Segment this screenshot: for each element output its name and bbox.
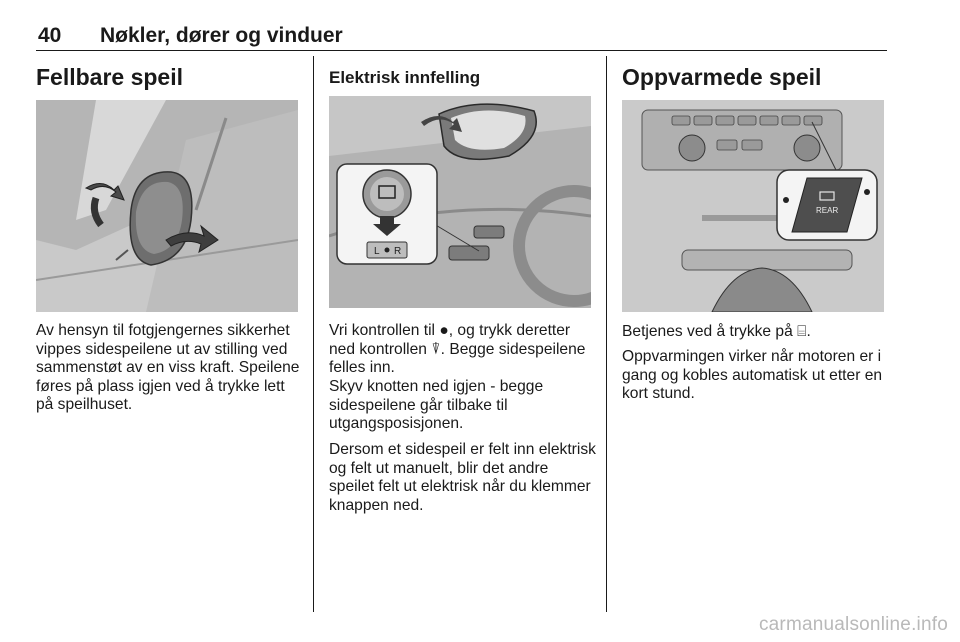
figure-folding-mirror bbox=[36, 100, 298, 312]
header-rule bbox=[36, 50, 887, 51]
page-number: 40 bbox=[38, 24, 62, 47]
figure-heated-mirror-button bbox=[622, 100, 884, 312]
paragraph-pedestrian-safety: Av hensyn til fotgjengernes sikkerhet vippes sidespeilene ut av stilling ved sammenstøt av en viss kraft. Speilene føres på plass igjen ved å trykke lett på speilhuset. bbox=[36, 322, 300, 413]
column-divider-2 bbox=[606, 56, 607, 612]
section-heading-fellbare-speil: Fellbare speil bbox=[36, 64, 184, 90]
figure-electric-folding bbox=[329, 96, 591, 308]
page-header-title: Nøkler, dører og vinduer bbox=[100, 24, 343, 47]
section-heading-elektrisk-innfelling: Elektrisk innfelling bbox=[329, 68, 481, 87]
paragraph-push-knob: Skyv knotten ned igjen - begge sidespeilene går tilbake til utgangsposisjonen. bbox=[329, 378, 544, 432]
footer-watermark: carmanualsonline.info bbox=[758, 614, 948, 635]
paragraph-press-button: Betjenes ved å trykke på ⌸. bbox=[622, 323, 811, 340]
switch-label-right: R bbox=[394, 246, 402, 257]
column-divider-1 bbox=[313, 56, 314, 612]
paragraph-heating-operation: Oppvarmingen virker når motoren er i gang og kobles automatisk ut etter en kort stund. bbox=[622, 348, 883, 402]
rear-button-label: REAR bbox=[816, 206, 839, 215]
paragraph-manual-unfold: Dersom et sidespeil er felt inn elektrisk og felt ut manuelt, blir det andre speilet felt ut elektrisk når du klemmer knappen ned. bbox=[329, 441, 596, 514]
paragraph-rotate-control: Vri kontrollen til ●, og trykk deretter ned kontrollen ⍒. Begge sidespeilene felles inn. bbox=[329, 322, 586, 376]
switch-label-left: L bbox=[374, 246, 380, 257]
section-heading-oppvarmede-speil: Oppvarmede speil bbox=[622, 64, 822, 90]
